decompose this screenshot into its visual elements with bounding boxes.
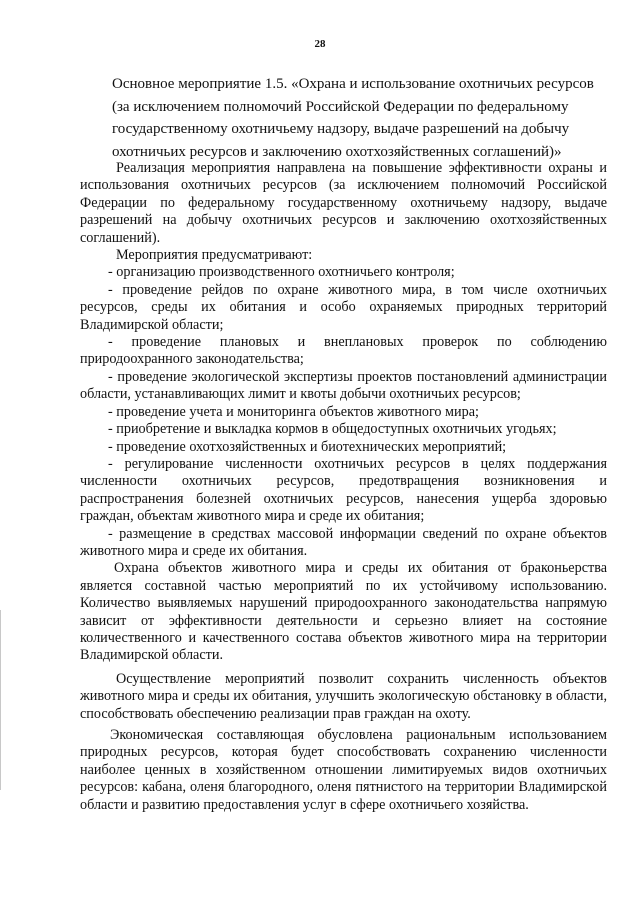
list-item: - приобретение и выкладка кормов в общедоступных охотничьих угодьях; (108, 421, 557, 438)
economic-paragraph: Экономическая составляющая обусловлена рациональным использованием природных ресурсов, которая будет способствовать сохранению численности наиболее ценных в хозяйственном отношении лимитируемых видов охотничьих ресурсов: кабана, оленя благородного, оленя пятнистого на территории Владимирской области и развитию предоставления услуг в сфере охотничьего хозяйства. (80, 727, 607, 813)
list-item: - проведение плановых и внеплановых проверок по соблюдению природоохранного законодательства; (80, 334, 607, 368)
list-item: - проведение рейдов по охране животного мира, в том числе охотничьих ресурсов, среды их обитания и особо охраняемых природных территорий Владимирской области; (80, 281, 607, 333)
document-body (80, 160, 607, 814)
list-item: - проведение охотхозяйственных и биотехнических мероприятий; (108, 438, 507, 455)
list-item: - организацию производственного охотничьего контроля; (108, 264, 455, 281)
list-item: - размещение в средствах массовой информации сведений по охране объектов животного мира и среде их обитания. (80, 525, 607, 559)
scan-edge-line (0, 610, 1, 790)
heading-line: охотничьих ресурсов и заключению охотхозяйственных соглашений)» (112, 143, 562, 160)
heading-line: (за исключением полномочий Российской Федерации по федеральному (112, 98, 569, 115)
list-item: - регулирование численности охотничьих ресурсов в целях поддержания численности охотничьих ресурсов, предотвращения возникновения и распространения болезней охотничьих ресурсов, нанесения ущерба здоровью граждан, объектам животного мира и среде их обитания; (80, 455, 607, 525)
intro-paragraph: Реализация мероприятия направлена на повышение эффективности охраны и использования охотничьих ресурсов (за исключением полномочий Российской Федерации по федеральному государственному охотничьему надзору, выдаче разрешений на добычу охотничьих ресурсов и заключению охотхозяйственных соглашений). (80, 160, 607, 246)
protection-paragraph: Охрана объектов животного мира и среды их обитания от браконьерства является составной частью мероприятий по их устойчивому использованию. Количество выявляемых нарушений природоохранного законодательства напрямую зависит от эффективности деятельности и серьезно влияет на состояние количественного и качественного состава объектов животного мира на территории Владимирской области. (80, 560, 607, 664)
heading-line: Основное мероприятие 1.5. «Охрана и использование охотничьих ресурсов (112, 76, 594, 92)
list-item: - проведение учета и мониторинга объектов животного мира; (108, 403, 479, 420)
section-heading (112, 73, 612, 163)
page-number: 28 (314, 38, 326, 50)
list-intro: Мероприятия предусматривают: (116, 247, 313, 264)
implementation-paragraph: Осуществление мероприятий позволит сохранить численность объектов животного мира и среды их обитания, улучшить экологическую обстановку в области, способствовать обеспечению реализации прав граждан на охоту. (80, 670, 607, 722)
list-item: - проведение экологической экспертизы проектов постановлений администрации области, устанавливающих лимит и квоты добычи охотничьих ресурсов; (80, 368, 607, 403)
heading-line: государственному охотничьему надзору, выдаче разрешений на добычу (112, 121, 570, 137)
